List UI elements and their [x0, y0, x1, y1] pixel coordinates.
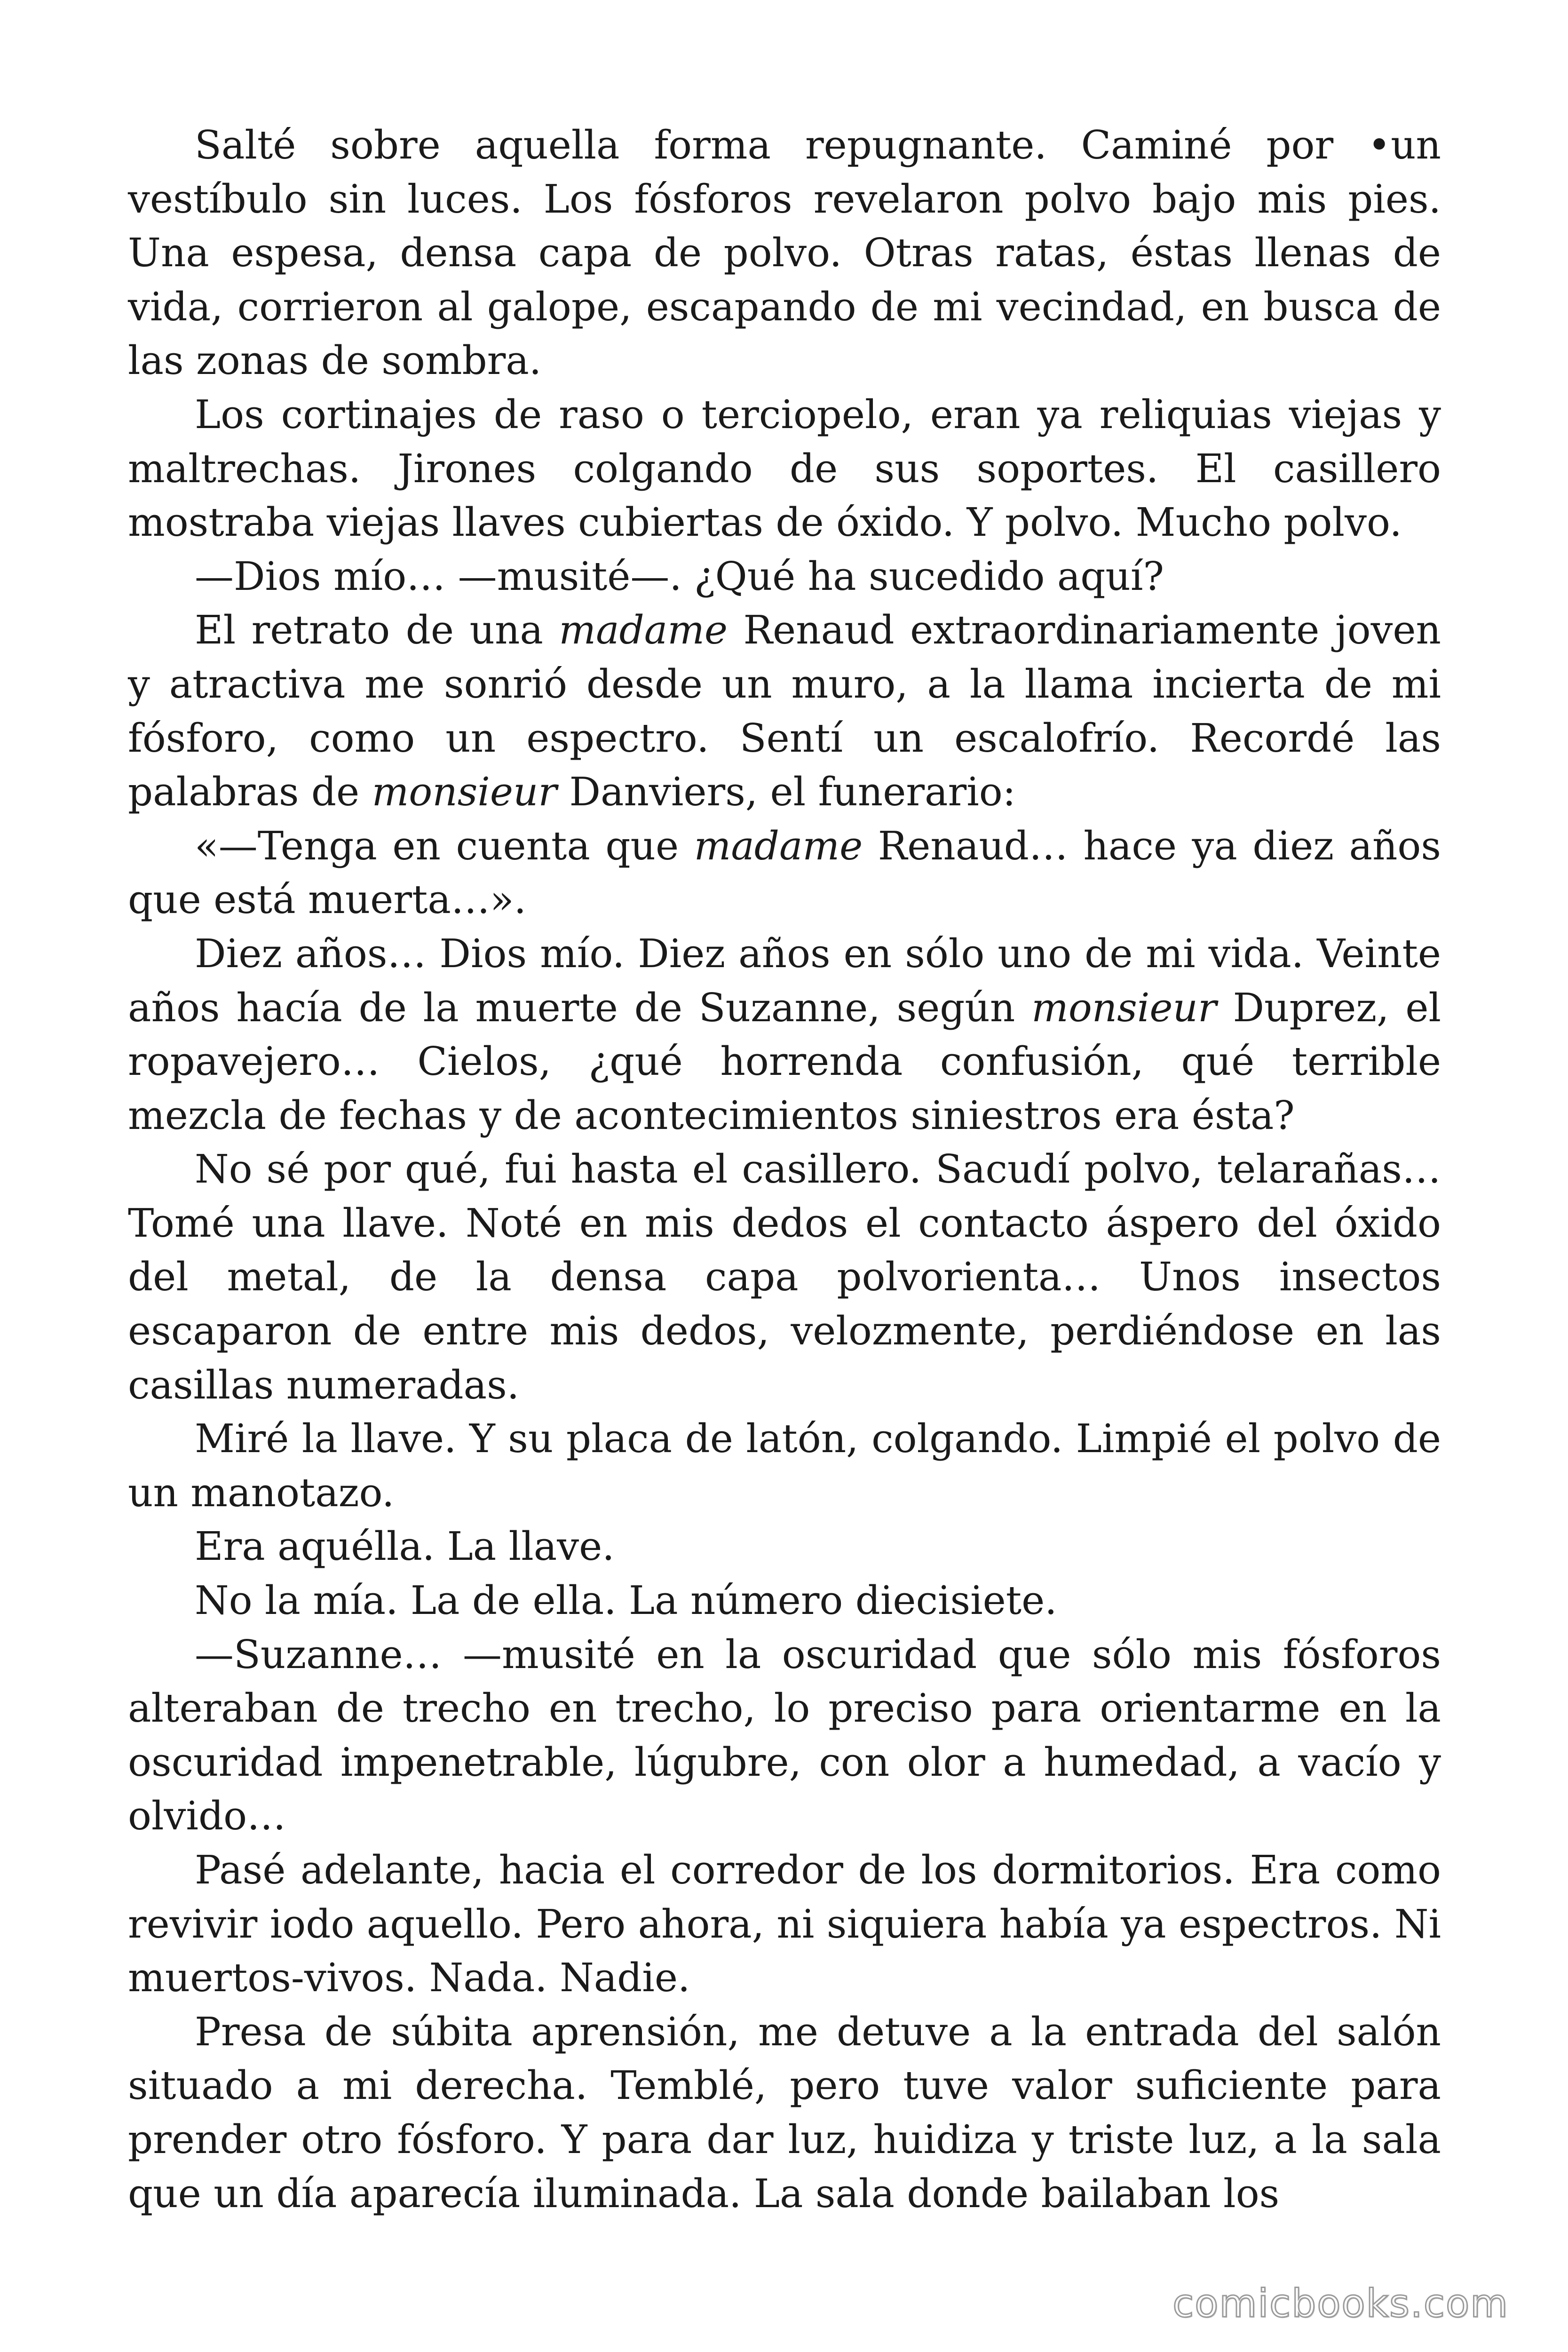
italic-text: monsieur: [372, 769, 557, 815]
paragraph: [128, 1574, 1441, 1628]
text-run: Los cortinajes de raso o terciopelo, eran ya reliquias viejas y maltrechas. Jirones colgando de sus soportes. El casillero mostraba viejas llaves cubiertas de óxido. Y polvo. Mucho polvo.: [128, 391, 1441, 546]
body-text: [128, 119, 1441, 2221]
text-run: Renaud extraordinariamente joven y atractiva me sonrió desde un muro, a la llama incierta de mi fósforo, como un espectro. Sentí un escalofrío. Recordé las palabras de: [128, 607, 1441, 815]
text-run: No sé por qué, fui hasta el casillero. Sacudí polvo, telarañas… Tomé una llave. Noté en mis dedos el contacto áspero del óxido del metal, de la densa capa polvorienta… Unos insectos escaparon de entre mis dedos, velozmente, perdiéndose en las casillas numeradas.: [128, 1146, 1441, 1408]
text-run: Salté sobre aquella forma repugnante. Caminé por •un vestíbulo sin luces. Los fósforos revelaron polvo bajo mis pies. Una espesa, densa capa de polvo. Otras ratas, éstas llenas de vida, corrieron al galope, escapando de mi vecindad, en busca de las zonas de sombra.: [128, 122, 1441, 384]
text-run: Renaud… hace ya diez años que está muerta…».: [128, 823, 1441, 923]
text-run: —Suzanne… —musité en la oscuridad que sólo mis fósforos alteraban de trecho en trecho, lo preciso para orientarme en la oscuridad impenetrable, lúgubre, con olor a humedad, a vacío y olvido…: [128, 1631, 1441, 1839]
text-run: Era aquélla. La llave.: [195, 1524, 615, 1570]
paragraph: [128, 1843, 1441, 2005]
text-run: El retrato de una: [195, 607, 559, 653]
paragraph: [128, 819, 1441, 927]
text-run: No la mía. La de ella. La número diecisiete.: [195, 1578, 1057, 1624]
paragraph: [128, 927, 1441, 1143]
paragraph: [128, 119, 1441, 388]
text-run: Pasé adelante, hacia el corredor de los dormitorios. Era como revivir iodo aquello. Pero ahora, ni siquiera había ya espectros. Ni muertos-vivos. Nada. Nadie.: [128, 1847, 1441, 2001]
text-run: —Dios mío… —musité—. ¿Qué ha sucedido aquí?: [195, 553, 1164, 599]
text-run: Miré la llave. Y su placa de latón, colgando. Limpié el polvo de un manotazo.: [128, 1416, 1441, 1516]
italic-text: madame: [559, 607, 728, 653]
text-run: Diez años… Dios mío. Diez años en sólo uno de mi vida. Veinte años hacía de la muerte de Suzanne, según: [128, 930, 1441, 1031]
italic-text: monsieur: [1031, 985, 1217, 1031]
paragraph: [128, 2005, 1441, 2221]
paragraph: [128, 1520, 1441, 1574]
text-run: Danviers, el funerario:: [557, 769, 1016, 815]
text-run: Presa de súbita aprensión, me detuve a la entrada del salón situado a mi derecha. Temblé, pero tuve valor suficiente para prender otro fósforo. Y para dar luz, huidiza y triste luz, a la sala que un día aparecía iluminada. La sala donde bailaban los: [128, 2009, 1441, 2217]
paragraph: [128, 1628, 1441, 1843]
text-run: «—Tenga en cuenta que: [195, 823, 694, 869]
paragraph: [128, 388, 1441, 550]
paragraph: [128, 604, 1441, 819]
site-watermark: comicbooks.com: [1172, 2281, 1509, 2326]
text-run: Duprez, el ropavejero… Cielos, ¿qué horrenda confusión, qué terrible mezcla de fechas y de acontecimientos siniestros era ésta?: [128, 985, 1441, 1138]
paragraph: [128, 1412, 1441, 1520]
paragraph: [128, 1143, 1441, 1412]
paragraph: [128, 550, 1441, 604]
italic-text: madame: [694, 823, 863, 869]
